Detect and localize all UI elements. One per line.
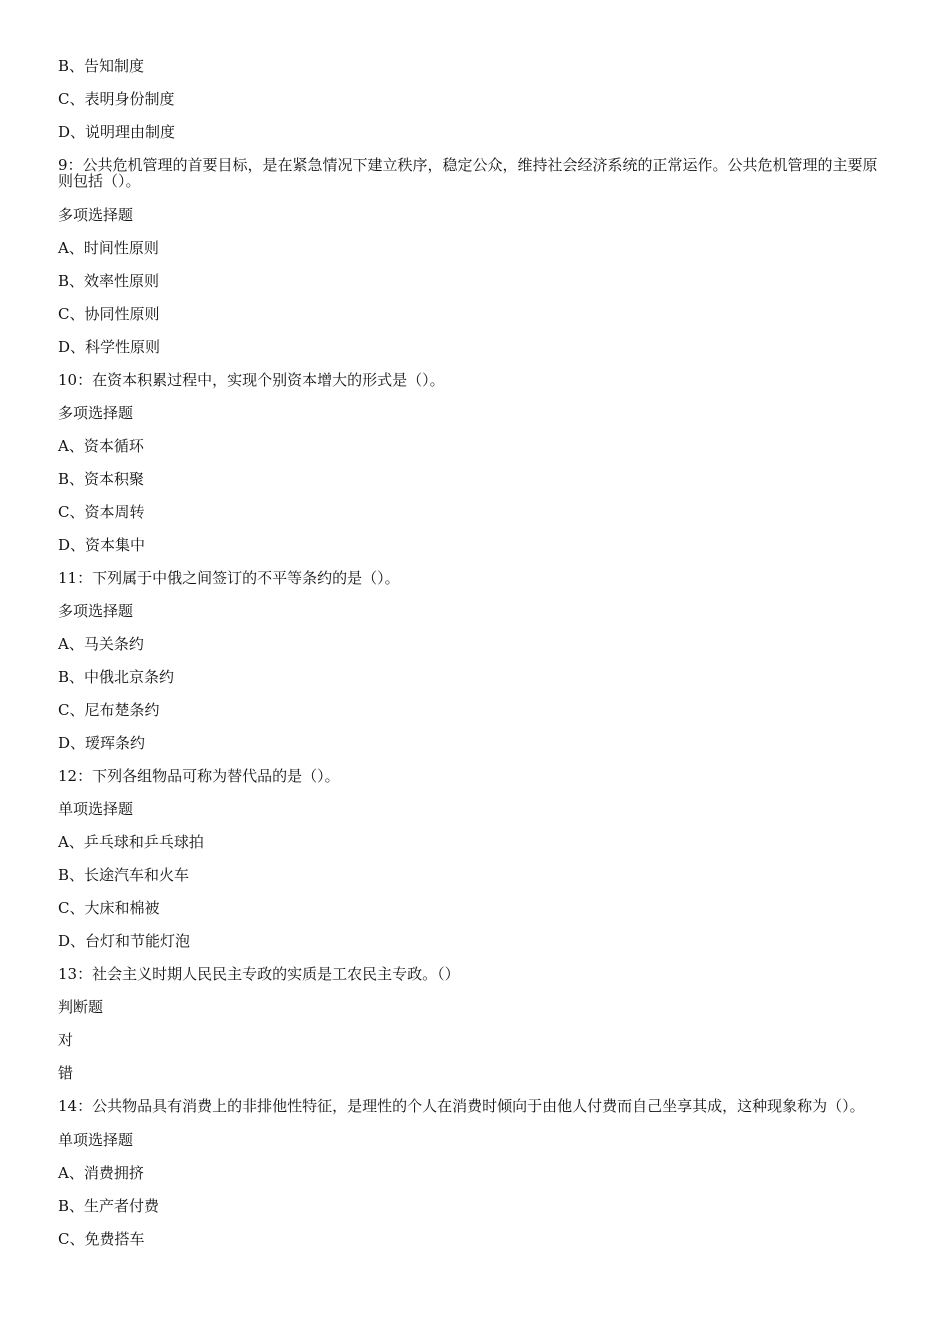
question-type: 单项选择题 — [58, 800, 134, 818]
question-type: 多项选择题 — [58, 602, 134, 620]
option-line: 对 — [58, 1031, 74, 1049]
option-line: C、免费搭车 — [58, 1230, 145, 1248]
question-text: 13：社会主义时期人民民主专政的实质是工农民主专政。（） — [58, 965, 460, 983]
question-text: 10：在资本积累过程中，实现个别资本增大的形式是（）。 — [58, 371, 445, 389]
option-line: D、说明理由制度 — [58, 123, 176, 141]
option-line: D、台灯和节能灯泡 — [58, 932, 191, 950]
option-line: A、资本循环 — [58, 437, 144, 455]
option-line: B、告知制度 — [58, 57, 145, 75]
question-type: 单项选择题 — [58, 1131, 134, 1149]
option-line: B、长途汽车和火车 — [58, 866, 190, 884]
option-line: A、乒乓球和乒乓球拍 — [58, 833, 204, 851]
option-line: D、科学性原则 — [58, 338, 161, 356]
option-line: A、马关条约 — [58, 635, 144, 653]
question-type: 多项选择题 — [58, 206, 134, 224]
option-line: C、大床和棉被 — [58, 899, 160, 917]
question-text: 9：公共危机管理的首要目标，是在紧急情况下建立秩序，稳定公众，维持社会经济系统的正常运作。公共危机管理的主要原则包括（）。 — [58, 156, 878, 190]
option-line: B、效率性原则 — [58, 272, 160, 290]
option-line: B、资本积聚 — [58, 470, 145, 488]
option-line: D、瑷珲条约 — [58, 734, 146, 752]
question-text: 14：公共物品具有消费上的非排他性特征，是理性的个人在消费时倾向于由他人付费而自己坐享其成，这种现象称为（）。 — [58, 1097, 865, 1115]
option-line: A、消费拥挤 — [58, 1164, 144, 1182]
option-line: C、资本周转 — [58, 503, 145, 521]
option-line: B、中俄北京条约 — [58, 668, 175, 686]
option-line: C、表明身份制度 — [58, 90, 175, 108]
question-type: 判断题 — [58, 998, 104, 1016]
option-line: 错 — [58, 1064, 74, 1082]
question-type: 多项选择题 — [58, 404, 134, 422]
question-text: 11：下列属于中俄之间签订的不平等条约的是（）。 — [58, 569, 400, 587]
option-line: C、尼布楚条约 — [58, 701, 160, 719]
option-line: D、资本集中 — [58, 536, 146, 554]
document-page — [58, 58, 890, 1264]
option-line: C、协同性原则 — [58, 305, 160, 323]
question-text: 12：下列各组物品可称为替代品的是（）。 — [58, 767, 340, 785]
option-line: A、时间性原则 — [58, 239, 159, 257]
option-line: B、生产者付费 — [58, 1197, 160, 1215]
